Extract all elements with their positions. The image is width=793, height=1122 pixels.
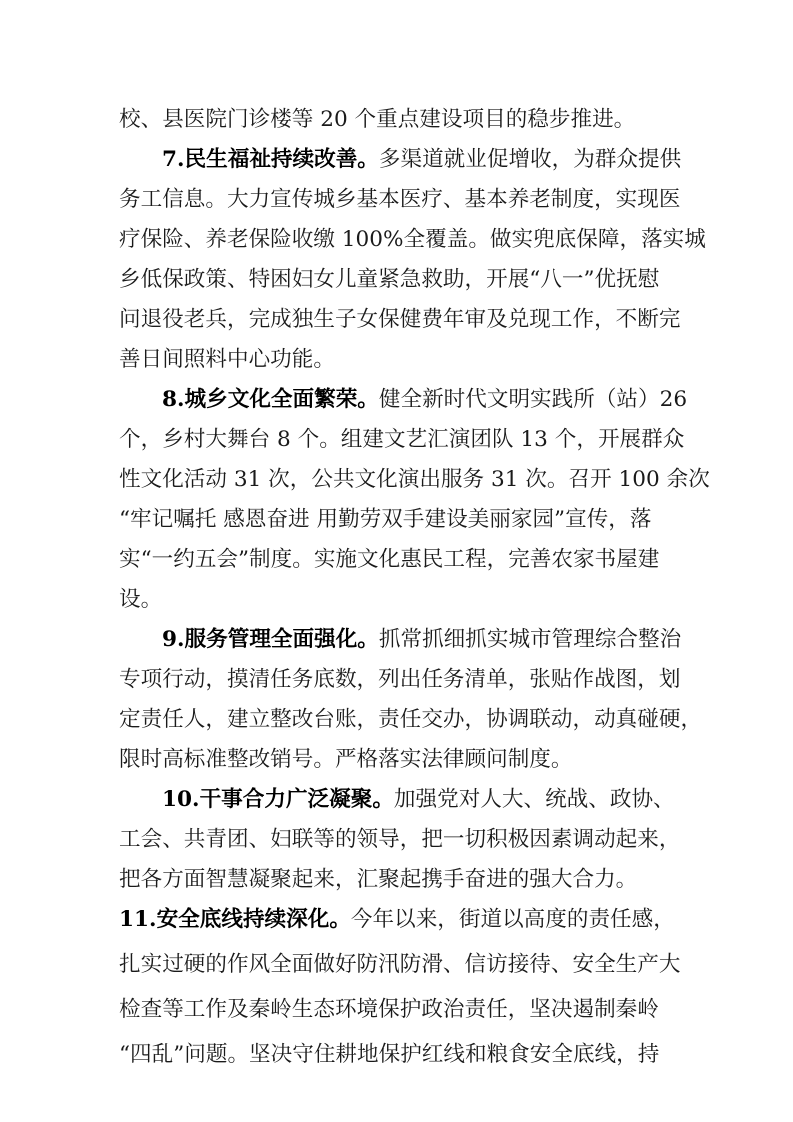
- text-line: “牢记嘱托 感恩奋进 用勤劳双手建设美丽家园”宣传，落: [119, 507, 652, 532]
- section-7-heading: 7.民生福祉持续改善。: [162, 147, 379, 172]
- section-8-heading-line: 8.城乡文化全面繁荣。健全新时代文明实践所（站）26: [162, 387, 688, 412]
- text-line: 把各方面智慧凝聚起来，汇聚起携手奋进的强大合力。: [119, 867, 638, 892]
- text-line: 定责任人，建立整改台账，责任交办，协调联动，动真碰硬，: [119, 707, 703, 732]
- text-line: 问退役老兵，完成独生子女保健费年审及兑现工作，不断完: [119, 307, 681, 332]
- section-11-heading: 11.安全底线持续深化。: [119, 907, 351, 932]
- text-line: “四乱”问题。坚决守住耕地保护红线和粮食安全底线，持: [119, 1042, 660, 1067]
- text-line: 检查等工作及秦岭生态环境保护政治责任，坚决遏制秦岭: [119, 997, 659, 1022]
- text-line: 实“一约五会”制度。实施文化惠民工程，完善农家书屋建: [119, 547, 660, 572]
- text-line: 性文化活动 31 次，公共文化演出服务 31 次。召开 100 余次: [119, 467, 710, 492]
- text-line: 校、县医院门诊楼等 20 个重点建设项目的稳步推进。: [119, 107, 636, 132]
- text-line: 个，乡村大舞台 8 个。组建文艺汇演团队 13 个，开展群众: [119, 427, 685, 452]
- section-7-heading-line: 7.民生福祉持续改善。多渠道就业促增收，为群众提供: [162, 147, 682, 172]
- section-11-heading-line: 11.安全底线持续深化。今年以来，街道以高度的责任感，: [119, 907, 675, 932]
- section-9-heading: 9.服务管理全面强化。: [162, 627, 379, 652]
- text-line: 善日间照料中心功能。: [119, 347, 335, 372]
- text-line: 疗保险、养老保险收缴 100%全覆盖。做实兜底保障，落实城: [119, 227, 706, 252]
- section-10-heading-line: 10.干事合力广泛凝聚。加强党对人大、统战、政协、: [162, 787, 675, 812]
- section-8-heading: 8.城乡文化全面繁荣。: [162, 387, 379, 412]
- section-10-heading: 10.干事合力广泛凝聚。: [162, 787, 394, 812]
- text-line: 限时高标准整改销号。严格落实法律顾问制度。: [119, 747, 573, 772]
- text-line: 专项行动，摸清任务底数，列出任务清单，张贴作战图，划: [119, 667, 681, 692]
- text-line: 扎实过硬的作风全面做好防汛防滑、信访接待、安全生产大: [119, 952, 681, 977]
- text-line: 务工信息。大力宣传城乡基本医疗、基本养老制度，实现医: [119, 187, 681, 212]
- text-line: 设。: [119, 587, 163, 612]
- text-line: 乡低保政策、特困妇女儿童紧急救助，开展“八一”优抚慰: [119, 267, 660, 292]
- text-line: 工会、共青团、妇联等的领导，把一切积极因素调动起来，: [119, 827, 681, 852]
- section-9-heading-line: 9.服务管理全面强化。抓常抓细抓实城市管理综合整治: [162, 627, 682, 652]
